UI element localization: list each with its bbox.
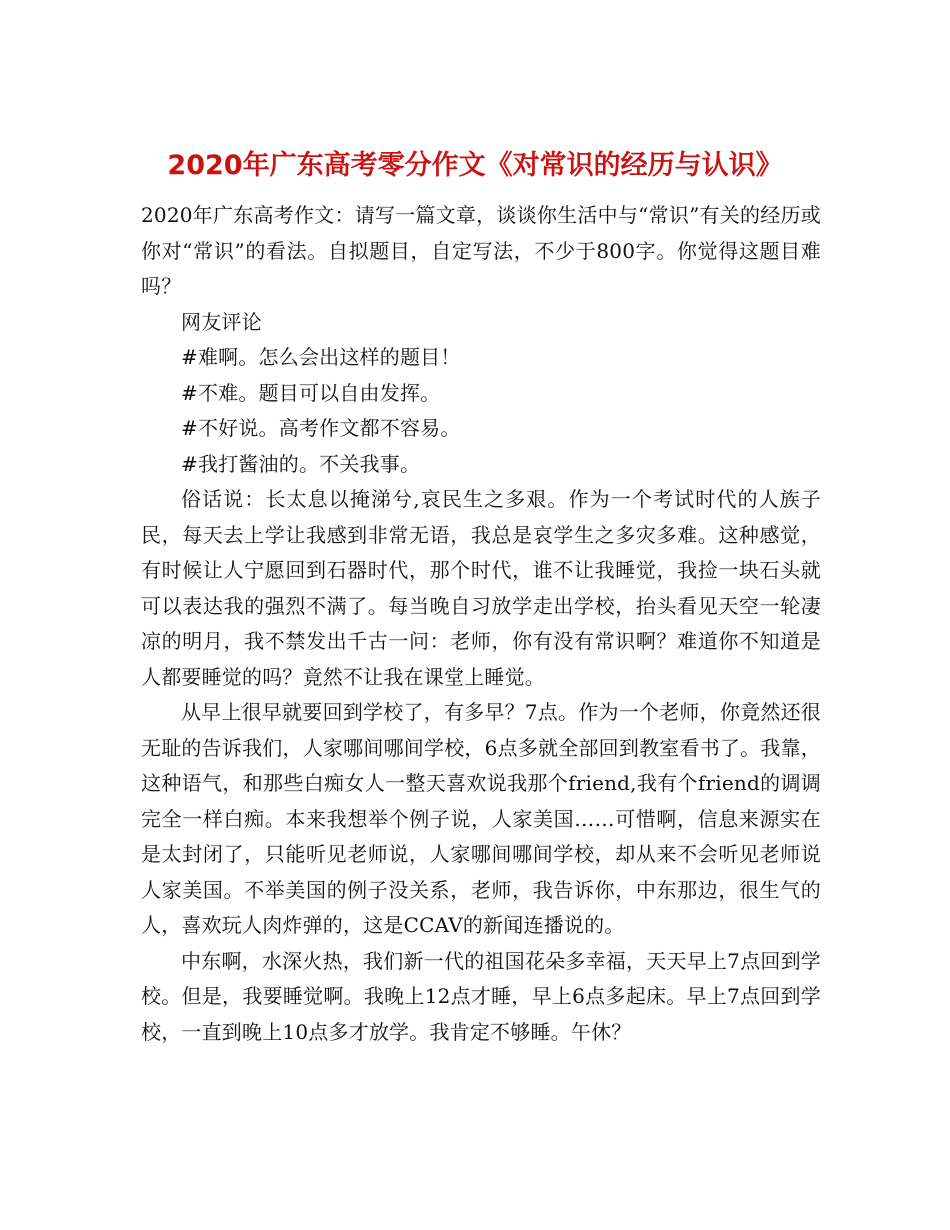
paragraph-comments-heading: 网友评论 [181, 309, 262, 334]
paragraph-essay: 俗话说：长太息以掩涕兮,哀民生之多艰。作为一个考试时代的人族子民，每天去上学让我感到非常无语，我总是哀学生之多灾多难。这种感觉，有时候让人宁愿回到石器时代，那个时代，谁不让我睡觉，我捡一块石头就可以表达我的强烈不满了。每当晚自习放学走出学校，抬头看见天空一轮凄凉的明月，我不禁发出千古一问：老师，你有没有常识啊？难道你不知道是人都要睡觉的吗？竟然不让我在课堂上睡觉。 [141, 487, 821, 689]
paragraph-prompt: 2020年广东高考作文：请写一篇文章，谈谈你生活中与“常识”有关的经历或你对“常识”的看法。自拟题目，自定写法，不少于800字。你觉得这题目难吗？ [141, 203, 821, 298]
paragraph-comment: #难啊。怎么会出这样的题目！ [181, 345, 461, 369]
paragraph-essay: 中东啊，水深火热，我们新一代的祖国花朵多幸福，天天早上7点回到学校。但是，我要睡觉啊。我晚上12点才睡，早上6点多起床。早上7点回到学校，一直到晚上10点多才放学。我肯定不够睡。午休？ [141, 948, 821, 1044]
paragraph-comment: #我打酱油的。不关我事。 [181, 451, 421, 476]
document-body [141, 198, 821, 1050]
paragraph-essay: 从早上很早就要回到学校了，有多早？7点。作为一个老师，你竟然还很无耻的告诉我们，人家哪间哪间学校，6点多就全部回到教室看书了。我靠，这种语气，和那些白痴女人一整天喜欢说我那个friend,我有个friend的调调完全一样白痴。本来我想举个例子说，人家美国……可惜啊，信息来源实在是太封闭了，只能听见老师说，人家哪间哪间学校，却从来不会听见老师说人家美国。不举美国的例子没关系，老师，我告诉你，中东那边，很生气的人，喜欢玩人肉炸弹的，这是CCAV的新闻连播说的。 [141, 700, 821, 937]
document-title: 2020年广东高考零分作文《对常识的经历与认识》 [167, 150, 783, 182]
paragraph-comment: #不难。题目可以自由发挥。 [181, 380, 441, 405]
paragraph-comment: #不好说。高考作文都不容易。 [181, 416, 461, 440]
